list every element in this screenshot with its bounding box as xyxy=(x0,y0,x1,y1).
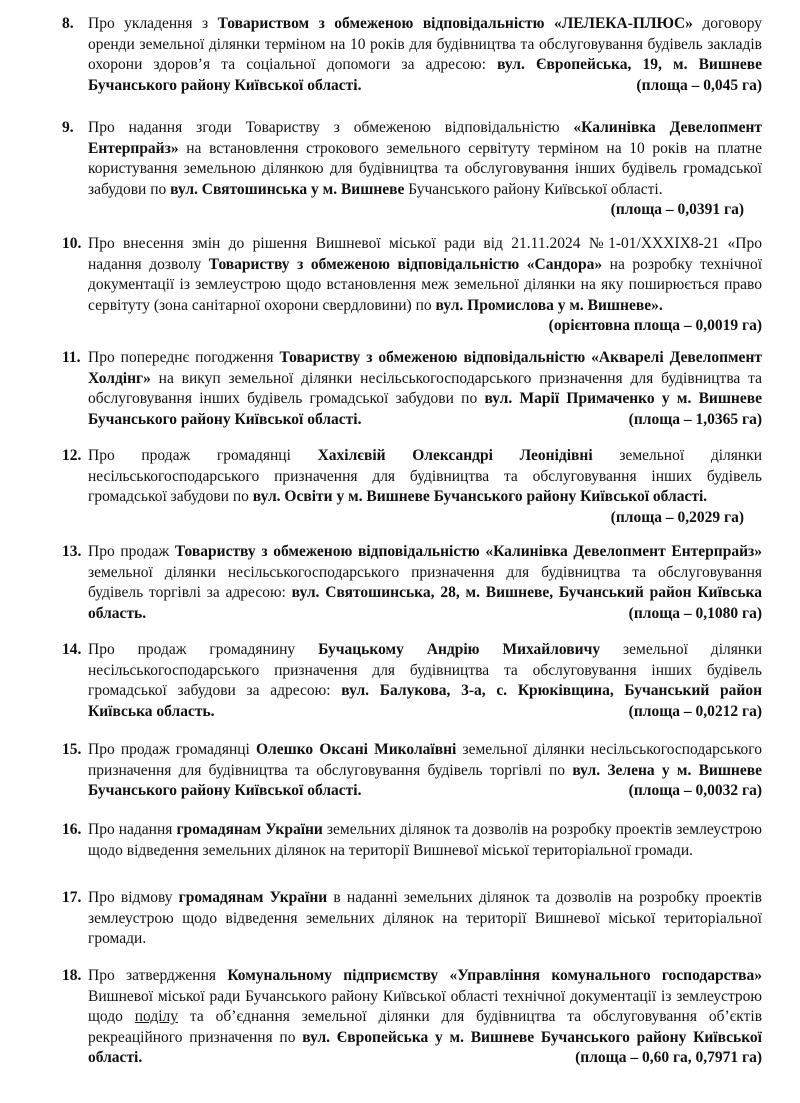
item-number: 10. xyxy=(62,235,82,252)
item-number: 9. xyxy=(62,119,74,136)
item-text xyxy=(88,348,762,430)
agenda-item xyxy=(62,118,762,221)
item-text-segment: Про надання xyxy=(88,821,177,838)
agenda-item xyxy=(62,820,762,861)
area-value: (площа – 1,0365 га) xyxy=(628,410,762,428)
item-number: 16. xyxy=(62,821,82,838)
agenda-item xyxy=(62,740,762,802)
item-number: 17. xyxy=(62,889,82,906)
item-text xyxy=(88,888,762,950)
area-value: (орієнтовна площа – 0,0019 га) xyxy=(548,317,762,334)
area-value: (площа – 0,60 га, 0,7971 га) xyxy=(575,1049,762,1066)
area-value: (площа – 0,0212 га) xyxy=(628,702,762,720)
item-number: 12. xyxy=(62,447,82,464)
item-text-bold: громадянам України xyxy=(176,821,323,838)
item-text-segment: земельної ділянки несільськогосподарського призначення для будівництва та обслуговування інших будівель громадської забудови по xyxy=(88,447,763,505)
item-text xyxy=(88,14,762,96)
item-text-segment: Про продаж громадянину xyxy=(88,641,319,658)
item-text xyxy=(88,740,762,802)
agenda-item xyxy=(62,640,762,722)
item-text-segment: на розробку технічної документації із землеустрою щодо встановлення меж земельної ділянки на яку поширюється право сервітуту (зона санітарної охорони свердловини) по xyxy=(88,255,762,314)
area-value: (площа – 0,0032 га) xyxy=(628,782,762,799)
agenda-item xyxy=(62,234,762,337)
item-text-segment: Про надання згоди Товариству з обмеженою відповідальністю xyxy=(88,119,574,136)
agenda-item xyxy=(62,14,762,96)
item-text-bold: Товариством з обмеженою відповідальністю «ЛЕЛЕКА-ПЛЮС» xyxy=(217,15,693,32)
item-text-bold: вул. Святошинська у м. Вишневе xyxy=(170,180,405,198)
item-text-bold: Бучацькому Андрію Михайловичу xyxy=(318,641,601,658)
item-number: 8. xyxy=(62,15,74,32)
item-text-bold: Товариству з обмеженою відповідальністю «Сандора» xyxy=(208,255,603,273)
agenda-item xyxy=(62,446,762,528)
agenda-item xyxy=(62,542,762,624)
item-text-segment: Про продаж громадянці xyxy=(88,741,256,758)
item-text xyxy=(88,542,762,624)
item-number: 13. xyxy=(62,543,82,560)
item-text xyxy=(88,446,762,528)
item-text-segment: на викуп земельної ділянки несільськогосподарського призначення для будівництва та обслуговування інших будівель громадської забудови по xyxy=(88,369,762,407)
item-text-segment: Бучанського району Київської області. xyxy=(404,180,663,198)
item-text-segment: Вишневої міської ради Бучанського району Київської області технічної документації із землеустрою щодо xyxy=(88,987,762,1025)
item-text-bold: Хахілєвій Олександрі Леонідівні xyxy=(317,447,593,464)
item-number: 15. xyxy=(62,741,82,758)
item-text-bold: вул. Європейська, 19, м. Вишневе Бучанського району Київської області. xyxy=(88,56,763,94)
item-number: 11. xyxy=(62,349,81,366)
item-text xyxy=(88,640,762,722)
area-value: (площа – 0,0391 га) xyxy=(610,201,744,218)
item-text xyxy=(88,234,762,337)
item-text-segment: Про затвердження xyxy=(88,967,228,984)
item-text-segment: земельної ділянки несільськогосподарського призначення для будівництва та обслуговування будівель торгівлі по xyxy=(88,741,763,779)
item-text-bold: вул. Святошинська, 28, м. Вишневе, Бучанський район Київська область. xyxy=(88,584,762,622)
item-text-segment: та об’єднання земельної ділянки для будівництва та обслуговування об’єктів рекреаційного призначення по xyxy=(88,1008,763,1046)
item-text-bold: вул. Освіти у м. Вишневе Бучанського району Київської області. xyxy=(252,488,708,505)
item-text-bold: Комунальному підприємству «Управління комунального господарства» xyxy=(227,967,762,984)
agenda-item xyxy=(62,966,762,1069)
item-number: 18. xyxy=(62,967,82,984)
item-text xyxy=(88,118,762,221)
agenda-item xyxy=(62,348,762,430)
item-text-segment: земельної ділянки несільськогосподарського призначення для будівництва та обслуговування інших будівель громадської забудови за адресою: xyxy=(88,641,762,699)
item-text-segment: Про продаж громадянці xyxy=(88,447,318,464)
item-text-bold: вул. Марії Примаченко у м. Вишневе Бучанського району Київської області. xyxy=(88,390,762,428)
item-text-bold: громадянам України xyxy=(178,889,328,906)
area-value: (площа – 0,2029 га) xyxy=(610,508,744,526)
item-text-bold: Товариству з обмеженою відповідальністю «Акварелі Девелопмент Холдінг» xyxy=(88,349,762,387)
area-value: (площа – 0,1080 га) xyxy=(628,604,762,622)
area-value: (площа – 0,045 га) xyxy=(636,76,762,94)
item-text-underlined: поділу xyxy=(134,1008,179,1025)
item-text-bold: «Калинівка Девелопмент Ентерпрайз» xyxy=(88,119,762,157)
item-text-segment: в наданні земельних ділянок та дозволів на розробку проектів землеустрою щодо відведення земельних ділянок на території Вишневої міської територіальної громади. xyxy=(88,889,762,947)
item-text-segment: Про укладення з xyxy=(88,15,218,32)
item-text xyxy=(88,820,762,861)
item-text-segment: Про внесення змін до рішення Вишневої міської ради від 21.11.2024 №1-01/XXXIX8-21 «Про надання дозволу xyxy=(88,235,762,273)
item-text-segment: земельної ділянки несільськогосподарського призначення для будівництва та обслуговування будівель торгівлі за адресою: xyxy=(88,563,762,601)
agenda-item xyxy=(62,888,762,950)
item-text-segment: договору оренди земельної ділянки терміном на 10 років для будівництва та обслуговування будівель закладів охорони здоров’я та соціальної допомоги за адресою: xyxy=(88,15,762,73)
item-text-segment: земельних ділянок та дозволів на розробку проектів землеустрою щодо відведення земельних ділянок на території Вишневої міської територіальної громади. xyxy=(88,821,762,859)
item-text-segment: на встановлення строкового земельного сервітуту терміном на 10 років на платне користування земельною ділянкою для будівництва та обслуговування інших будівель громадської забудови по xyxy=(88,139,762,198)
item-text-bold: Олешко Оксані Миколаївні xyxy=(255,741,457,758)
item-text-bold: Товариству з обмеженою відповідальністю «Калинівка Девелопмент Ентерпрайз» xyxy=(174,543,762,560)
item-text-segment: Про попереднє погодження xyxy=(88,349,280,366)
item-text-bold: вул. Промислова у м. Вишневе». xyxy=(435,296,663,314)
item-text xyxy=(88,966,762,1069)
item-text-segment: Про продаж xyxy=(88,543,175,560)
item-text-bold: вул. Європейська у м. Вишневе Бучанського району Київської області. xyxy=(88,1028,762,1066)
item-text-segment: Про відмову xyxy=(88,889,179,906)
item-number: 14. xyxy=(62,641,82,658)
item-text-bold: вул. Балукова, 3-а, с. Крюківщина, Бучанський район Київська область. xyxy=(88,682,763,720)
item-text-bold: вул. Зелена у м. Вишневе Бучанського району Київської області. xyxy=(88,761,762,799)
